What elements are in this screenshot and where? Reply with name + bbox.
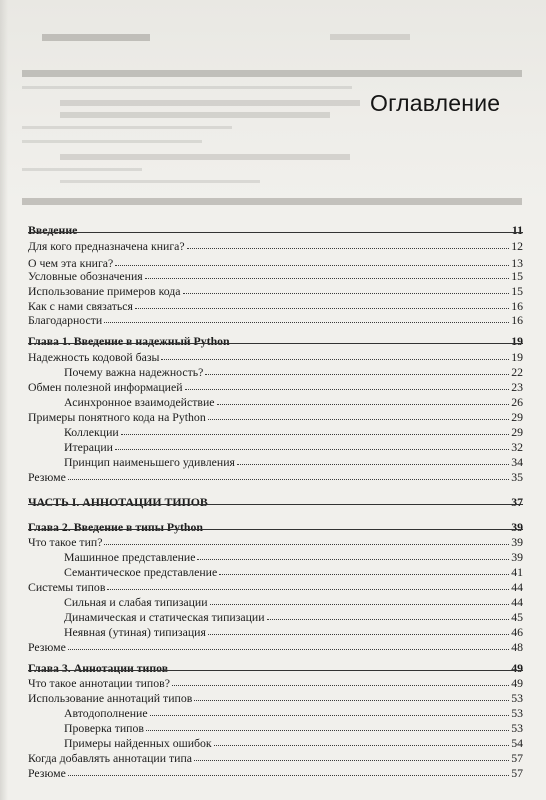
toc-entry-page-number: 49 (511, 661, 523, 675)
toc-dot-leader (145, 278, 509, 279)
toc-subentry (0, 624, 546, 640)
toc-entry-title: О чем эта книга? (28, 256, 114, 270)
toc-entry-page-number: 15 (511, 284, 523, 298)
toc-entry-page-number: 26 (511, 395, 523, 409)
toc-subentry (0, 394, 546, 410)
toc-entry-title: Резюме (28, 766, 66, 780)
toc-chapter-entry (0, 333, 546, 349)
section-separator-rule (28, 529, 523, 530)
toc-subentry (0, 454, 546, 470)
toc-entry-title: Машинное представление (64, 550, 196, 564)
toc-entry-title: Резюме (28, 470, 66, 484)
toc-entry (0, 409, 546, 425)
toc-dot-leader (205, 374, 509, 375)
toc-dot-leader (219, 574, 509, 575)
toc-entry-title: Семантическое представление (64, 565, 218, 579)
toc-entry-page-number: 44 (511, 580, 523, 594)
toc-dot-leader (68, 775, 509, 776)
toc-entry-page-number: 35 (511, 470, 523, 484)
toc-entry-title: Глава 2. Введение в типы Python (28, 520, 203, 534)
toc-entry-page-number: 46 (511, 625, 523, 639)
toc-entry-page-number: 39 (511, 520, 523, 534)
toc-subentry (0, 735, 546, 751)
toc-entry-page-number: 53 (511, 721, 523, 735)
toc-entry-page-number: 39 (511, 535, 523, 549)
toc-entry-title: Что такое тип? (28, 535, 103, 549)
toc-entry-page-number: 49 (511, 676, 523, 690)
toc-entry (0, 379, 546, 395)
toc-entry-page-number: 37 (511, 495, 523, 509)
toc-entry-page-number: 53 (511, 706, 523, 720)
toc-dot-leader (217, 404, 509, 405)
toc-entry-title: Резюме (28, 640, 66, 654)
toc-entry-title: Условные обозначения (28, 269, 143, 283)
toc-entry (0, 283, 546, 299)
toc-dot-leader (150, 715, 509, 716)
toc-entry-title: Глава 1. Введение в надежный Python (28, 334, 230, 348)
toc-entry (0, 765, 546, 781)
toc-entry-page-number: 44 (511, 595, 523, 609)
toc-dot-leader (237, 464, 509, 465)
toc-entry-page-number: 54 (511, 736, 523, 750)
toc-entry-title: Использование аннотаций типов (28, 691, 193, 705)
toc-entry-page-number: 45 (511, 610, 523, 624)
toc-entry-page-number: 16 (511, 313, 523, 327)
toc-dot-leader (185, 389, 509, 390)
toc-subentry (0, 439, 546, 455)
toc-dot-leader (187, 248, 509, 249)
toc-dot-leader (115, 265, 509, 266)
toc-entry (0, 312, 546, 328)
toc-chapter-entry (0, 519, 546, 535)
toc-entry-title: Асинхронное взаимодействие (64, 395, 215, 409)
toc-entry-title: Введение (28, 223, 78, 237)
toc-dot-leader (104, 322, 509, 323)
toc-entry-title: Что такое аннотации типов? (28, 676, 170, 690)
toc-entry (0, 238, 546, 254)
toc-subentry (0, 424, 546, 440)
toc-entry-title: Когда добавлять аннотации типа (28, 751, 193, 765)
toc-entry-title: Надежность кодовой базы (28, 350, 160, 364)
toc-dot-leader (135, 308, 509, 309)
toc-entry-title: Почему важна надежность? (64, 365, 204, 379)
toc-entry-title: Принцип наименьшего удивления (64, 455, 235, 469)
toc-dot-leader (210, 604, 509, 605)
toc-subentry (0, 705, 546, 721)
toc-dot-leader (104, 544, 509, 545)
toc-subentry (0, 564, 546, 580)
toc-entry-title: Итерации (64, 440, 113, 454)
section-separator-rule (28, 232, 523, 233)
toc-entry-page-number: 57 (511, 766, 523, 780)
toc-entry-page-number: 39 (511, 550, 523, 564)
toc-chapter-entry (0, 222, 546, 238)
toc-entry (0, 268, 546, 284)
toc-entry-title: Проверка типов (64, 721, 144, 735)
toc-entry (0, 690, 546, 706)
toc-entry-page-number: 11 (511, 223, 523, 237)
toc-entry-page-number: 15 (511, 269, 523, 283)
toc-entry-title: Примеры найденных ошибок (64, 736, 212, 750)
toc-subentry (0, 720, 546, 736)
toc-entry-page-number: 16 (511, 299, 523, 313)
section-separator-rule (28, 670, 523, 671)
toc-dot-leader (183, 293, 509, 294)
toc-dot-leader (146, 730, 509, 731)
toc-chapter-entry (0, 660, 546, 676)
toc-dot-leader (197, 559, 509, 560)
toc-entry-page-number: 41 (511, 565, 523, 579)
toc-entry-title: Автодополнение (64, 706, 148, 720)
section-separator-rule (28, 343, 523, 344)
toc-entry-page-number: 53 (511, 691, 523, 705)
toc-entry-title: Коллекции (64, 425, 119, 439)
toc-subentry (0, 364, 546, 380)
toc-entry (0, 469, 546, 485)
toc-entry-page-number: 22 (511, 365, 523, 379)
toc-entry-page-number: 13 (511, 256, 523, 270)
toc-entry (0, 750, 546, 766)
toc-chapter-entry (0, 494, 546, 510)
toc-entry-title: Благодарности (28, 313, 103, 327)
toc-entry-page-number: 23 (511, 380, 523, 394)
toc-entry-title: Обмен полезной информацией (28, 380, 183, 394)
toc-entry-page-number: 19 (511, 350, 523, 364)
toc-entry (0, 579, 546, 595)
toc-dot-leader (208, 634, 509, 635)
toc-dot-leader (194, 760, 509, 761)
toc-dot-leader (68, 479, 509, 480)
toc-entry-title: Как с нами связаться (28, 299, 133, 313)
toc-dot-leader (267, 619, 509, 620)
toc-entry-title: Динамическая и статическая типизации (64, 610, 265, 624)
toc-dot-leader (214, 745, 509, 746)
toc-entry (0, 675, 546, 691)
toc-dot-leader (172, 685, 509, 686)
toc-entry (0, 349, 546, 365)
toc-dot-leader (161, 359, 509, 360)
toc-entry-title: Сильная и слабая типизации (64, 595, 208, 609)
toc-entry-page-number: 29 (511, 425, 523, 439)
toc-entry-page-number: 19 (511, 334, 523, 348)
toc-subentry (0, 549, 546, 565)
toc-entry-page-number: 32 (511, 440, 523, 454)
page-title: Оглавление (370, 90, 501, 116)
toc-dot-leader (194, 700, 509, 701)
toc-dot-leader (208, 419, 509, 420)
toc-dot-leader (68, 649, 509, 650)
toc-entry (0, 534, 546, 550)
toc-dot-leader (115, 449, 509, 450)
toc-entry-title: ЧАСТЬ I. АННОТАЦИИ ТИПОВ (28, 495, 208, 509)
toc-entry-title: Примеры понятного кода на Python (28, 410, 206, 424)
toc-entry-title: Неявная (утиная) типизация (64, 625, 206, 639)
toc-subentry (0, 594, 546, 610)
toc-dot-leader (121, 434, 509, 435)
toc-entry-title: Использование примеров кода (28, 284, 181, 298)
toc-dot-leader (107, 589, 509, 590)
toc-entry (0, 639, 546, 655)
toc-entry-page-number: 34 (511, 455, 523, 469)
toc-entry-page-number: 48 (511, 640, 523, 654)
toc-entry-title: Системы типов (28, 580, 106, 594)
toc-subentry (0, 609, 546, 625)
toc-entry-page-number: 57 (511, 751, 523, 765)
toc-entry-title: Для кого предназначена книга? (28, 239, 185, 253)
section-separator-rule (28, 504, 523, 505)
toc-entry-page-number: 12 (511, 239, 523, 253)
toc-entry-title: Глава 3. Аннотации типов (28, 661, 169, 675)
toc-entry-page-number: 29 (511, 410, 523, 424)
